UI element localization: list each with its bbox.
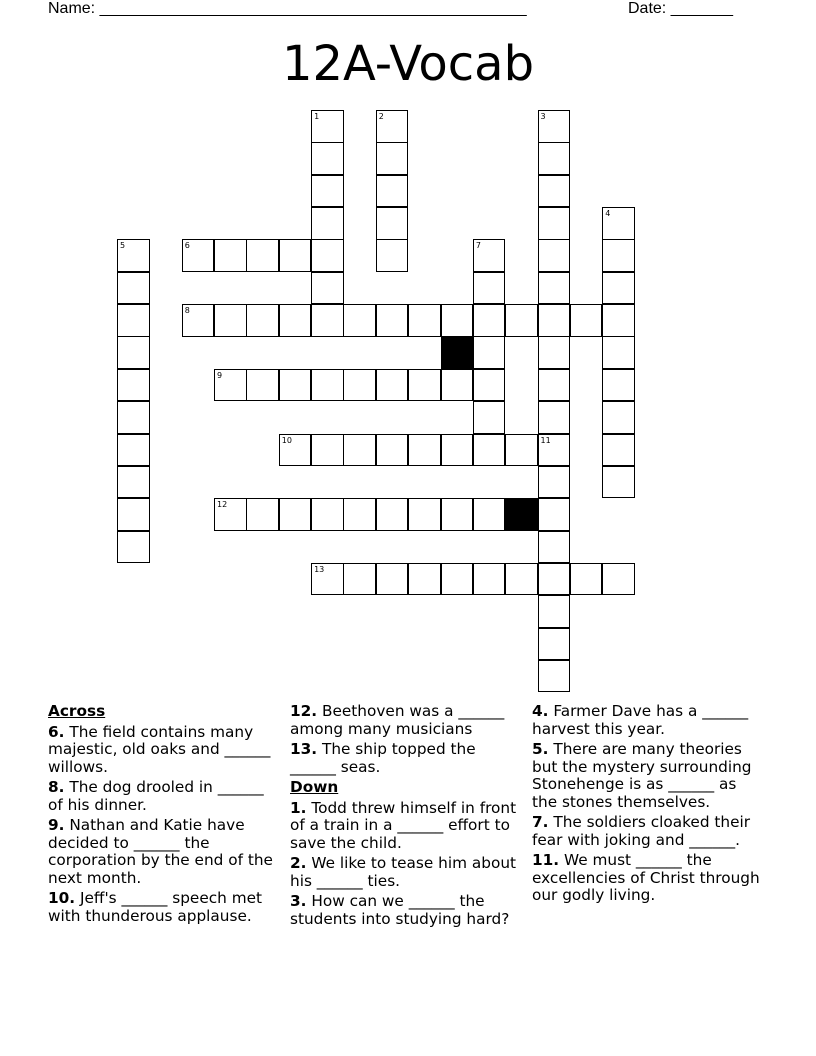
clue-down-11: 11. We must ______ the excellencies of Christ through our godly living. [532, 851, 760, 904]
grid-cell[interactable] [311, 175, 344, 208]
clue-number: 4 [605, 209, 611, 219]
grid-cell[interactable] [473, 563, 506, 596]
clue-across-8: 8. The dog drooled in ______ of his dinner. [48, 778, 264, 814]
grid-cell[interactable] [214, 239, 247, 272]
grid-cell[interactable] [311, 369, 344, 402]
grid-cell[interactable] [473, 336, 506, 369]
grid-cell[interactable] [376, 239, 409, 272]
grid-cell[interactable] [311, 434, 344, 467]
grid-cell[interactable] [570, 304, 603, 337]
clue-number: 2 [378, 112, 384, 121]
grid-cell[interactable] [376, 369, 409, 402]
grid-cell[interactable] [473, 498, 506, 531]
grid-cell[interactable] [376, 175, 409, 208]
black-square [441, 336, 474, 369]
grid-cell[interactable] [311, 563, 344, 596]
down-heading: Down [290, 778, 339, 796]
grid-cell[interactable] [505, 434, 538, 467]
grid-cell[interactable] [279, 369, 312, 402]
grid-cell[interactable] [376, 304, 409, 337]
clue-number: 10 [281, 435, 292, 445]
grid-cell[interactable] [473, 272, 506, 305]
grid-cell[interactable] [538, 466, 571, 499]
grid-cell[interactable] [279, 239, 312, 272]
across-heading: Across [48, 702, 106, 720]
clue-number: 6 [184, 241, 190, 251]
grid-cell[interactable] [538, 660, 571, 693]
grid-cell[interactable] [441, 563, 474, 596]
clue-column-1 [48, 703, 280, 928]
page-title: 12A-Vocab [281, 36, 535, 92]
grid-cell[interactable] [538, 272, 571, 305]
grid-cell[interactable] [602, 434, 635, 467]
grid-cell[interactable] [376, 563, 409, 596]
grid-cell[interactable] [343, 498, 376, 531]
grid-cell[interactable] [473, 239, 506, 272]
grid-cell[interactable] [538, 207, 571, 240]
grid-cell[interactable] [473, 369, 506, 402]
date-field-label[interactable]: Date: _______ [628, 0, 733, 17]
grid-cell[interactable] [473, 401, 506, 434]
grid-cell[interactable] [117, 304, 150, 337]
grid-cell[interactable] [279, 434, 312, 467]
grid-cell[interactable] [343, 563, 376, 596]
grid-cell[interactable] [376, 110, 409, 143]
grid-cell[interactable] [602, 207, 635, 240]
grid-cell[interactable] [214, 498, 247, 531]
grid-cell[interactable] [343, 304, 376, 337]
grid-cell[interactable] [311, 239, 344, 272]
grid-cell[interactable] [343, 434, 376, 467]
grid-cell[interactable] [117, 369, 150, 402]
grid-cell[interactable] [538, 175, 571, 208]
name-field-label[interactable]: Name: ________________________________________________ [48, 0, 527, 17]
grid-cell[interactable] [538, 434, 571, 467]
grid-cell[interactable] [343, 369, 376, 402]
grid-cell[interactable] [505, 563, 538, 596]
grid-cell[interactable] [538, 498, 571, 531]
grid-cell[interactable] [117, 239, 150, 272]
clue-across-9: 9. Nathan and Katie have decided to ______ the corporation by the end of the next month. [48, 816, 273, 887]
grid-cell[interactable] [473, 304, 506, 337]
grid-cell[interactable] [408, 434, 441, 467]
clue-column-2 [290, 703, 522, 931]
grid-cell[interactable] [214, 369, 247, 402]
grid-cell[interactable] [311, 110, 344, 143]
grid-cell[interactable] [602, 239, 635, 272]
clue-number: 1 [314, 112, 320, 121]
grid-cell[interactable] [376, 207, 409, 240]
grid-cell[interactable] [538, 304, 571, 337]
grid-cell[interactable] [117, 498, 150, 531]
clue-number: 9 [217, 370, 223, 380]
grid-cell[interactable] [538, 110, 571, 143]
grid-cell[interactable] [538, 369, 571, 402]
grid-cell[interactable] [602, 272, 635, 305]
grid-cell[interactable] [505, 304, 538, 337]
clue-across-13: 13. The ship topped the ______ seas. [290, 740, 476, 776]
grid-cell[interactable] [538, 401, 571, 434]
grid-cell[interactable] [376, 434, 409, 467]
grid-cell[interactable] [311, 498, 344, 531]
grid-cell[interactable] [117, 336, 150, 369]
grid-cell[interactable] [408, 369, 441, 402]
clue-number: 13 [314, 564, 325, 574]
grid-cell[interactable] [602, 336, 635, 369]
grid-cell[interactable] [538, 142, 571, 175]
grid-cell[interactable] [117, 466, 150, 499]
grid-cell[interactable] [311, 142, 344, 175]
grid-cell[interactable] [279, 304, 312, 337]
clue-number: 5 [120, 241, 126, 251]
grid-cell[interactable] [570, 563, 603, 596]
grid-cell[interactable] [182, 304, 215, 337]
black-square [505, 498, 538, 531]
grid-cell[interactable] [602, 401, 635, 434]
clue-down-7: 7. The soldiers cloaked their fear with joking and ______. [532, 813, 751, 849]
grid-cell[interactable] [602, 563, 635, 596]
grid-cell[interactable] [441, 498, 474, 531]
clue-down-1: 1. Todd threw himself in front of a train in a ______ effort to save the child. [290, 798, 517, 852]
grid-cell[interactable] [311, 207, 344, 240]
clue-down-2: 2. We like to tease him about his ______ ties. [290, 854, 517, 890]
grid-cell[interactable] [311, 272, 344, 305]
grid-cell[interactable] [538, 563, 571, 596]
grid-cell[interactable] [441, 304, 474, 337]
grid-cell[interactable] [408, 498, 441, 531]
grid-cell[interactable] [441, 434, 474, 467]
grid-cell[interactable] [441, 369, 474, 402]
grid-cell[interactable] [538, 628, 571, 661]
grid-cell[interactable] [246, 369, 279, 402]
clue-number: 8 [184, 306, 190, 316]
grid-cell[interactable] [214, 304, 247, 337]
grid-cell[interactable] [602, 369, 635, 402]
grid-cell[interactable] [538, 336, 571, 369]
grid-cell[interactable] [117, 401, 150, 434]
grid-cell[interactable] [117, 531, 150, 564]
grid-cell[interactable] [117, 434, 150, 467]
grid-cell[interactable] [473, 434, 506, 467]
grid-cell[interactable] [246, 304, 279, 337]
grid-cell[interactable] [538, 531, 571, 564]
clue-across-12: 12. Beethoven was a ______ among many musicians [290, 702, 505, 738]
grid-cell[interactable] [376, 498, 409, 531]
grid-cell[interactable] [408, 563, 441, 596]
grid-cell[interactable] [246, 498, 279, 531]
clue-across-6: 6. The field contains many majestic, old oaks and ______ willows. [48, 722, 271, 776]
grid-cell[interactable] [408, 304, 441, 337]
grid-cell[interactable] [602, 304, 635, 337]
clue-number: 12 [217, 500, 228, 510]
grid-cell[interactable] [182, 239, 215, 272]
clue-down-5: 5. There are many theories but the mystery surrounding Stonehenge is as ______ as the stones themselves. [532, 740, 752, 811]
clue-number: 3 [540, 112, 546, 121]
grid-cell[interactable] [538, 595, 571, 628]
clue-number: 7 [475, 241, 481, 251]
grid-cell[interactable] [117, 272, 150, 305]
grid-cell[interactable] [376, 142, 409, 175]
grid-cell[interactable] [279, 498, 312, 531]
grid-cell[interactable] [311, 304, 344, 337]
clue-column-3 [532, 703, 764, 908]
clue-number: 11 [540, 435, 551, 445]
clue-across-10: 10. Jeff's ______ speech met with thunderous applause. [48, 889, 263, 925]
clue-down-4: 4. Farmer Dave has a ______ harvest this year. [532, 702, 749, 738]
grid-cell[interactable] [246, 239, 279, 272]
grid-cell[interactable] [538, 239, 571, 272]
grid-cell[interactable] [602, 466, 635, 499]
clue-down-3: 3. How can we ______ the students into studying hard? [290, 892, 510, 928]
